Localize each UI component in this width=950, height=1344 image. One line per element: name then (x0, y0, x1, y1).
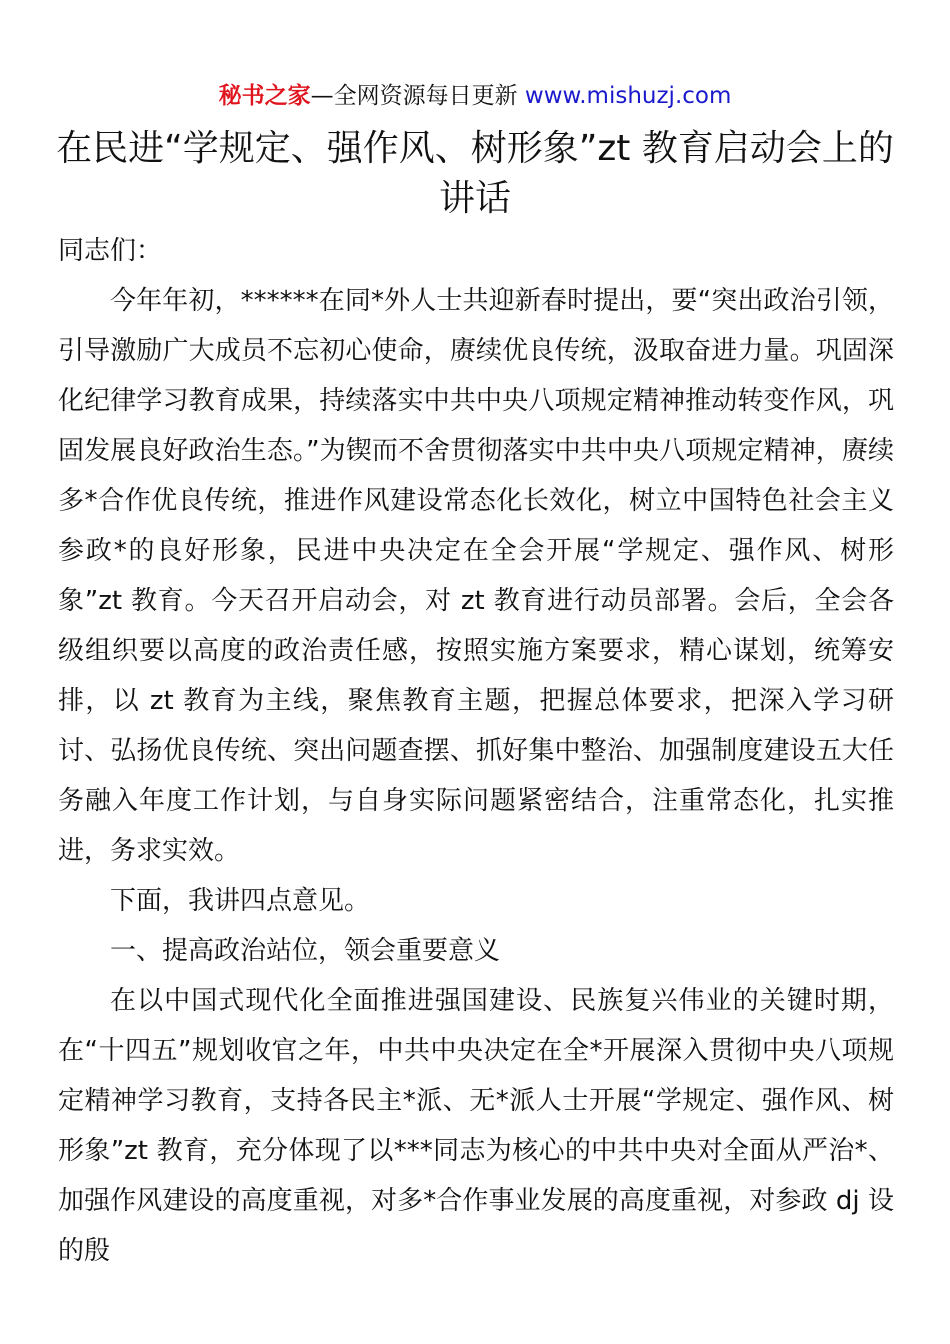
site-banner (0, 80, 950, 112)
site-tagline: —全网资源每日更新 (310, 83, 525, 109)
paragraph: 在以中国式现代化全面推进强国建设、民族复兴伟业的关键时期，在“十四五”规划收官之年，中共中央决定在全*开展深入贯彻中央八项规定精神学习教育，支持各民主*派、无*派人士开展“学规定、强作风、树形象”zt 教育，充分体现了以***同志为核心的中共中央对全面从严治*、加强作风建设的高度重视，对多*合作事业发展的高度重视，对参政 dj 设的殷 (58, 986, 894, 1266)
document-title: 在民进“学规定、强作风、树形象”zt 教育启动会上的讲话 (56, 128, 894, 219)
paragraph: 下面，我讲四点意见。 (110, 886, 371, 916)
site-url-link[interactable]: www.mishuzj.com (524, 83, 732, 109)
paragraph: 今年年初，******在同*外人士共迎新春时提出，要“突出政治引领，引导激励广大成员不忘初心使命，赓续优良传统，汲取奋进力量。巩固深化纪律学习教育成果，持续落实中共中央八项规定精神推动转变作风，巩固发展良好政治生态。”为锲而不舍贯彻落实中共中央八项规定精神，赓续多*合作优良传统，推进作风建设常态化长效化，树立中国特色社会主义参政*的良好形象，民进中央决定在全会开展“学规定、强作风、树形象”zt 教育。今天召开启动会，对 zt 教育进行动员部署。会后，全会各级组织要以高度的政治责任感，按照实施方案要求，精心谋划，统筹安排，以 zt 教育为主线，聚焦教育主题，把握总体要求，把深入学习研讨、弘扬优良传统、突出问题查摆、抓好集中整治、加强制度建设五大任务融入年度工作计划，与自身实际问题紧密结合，注重常态化，扎实推进，务求实效。 (58, 286, 894, 866)
document-body (58, 226, 894, 1276)
section-heading: 一、提高政治站位，领会重要意义 (110, 936, 501, 966)
site-brand: 秘书之家 (218, 83, 311, 109)
salutation: 同志们： (58, 236, 163, 266)
